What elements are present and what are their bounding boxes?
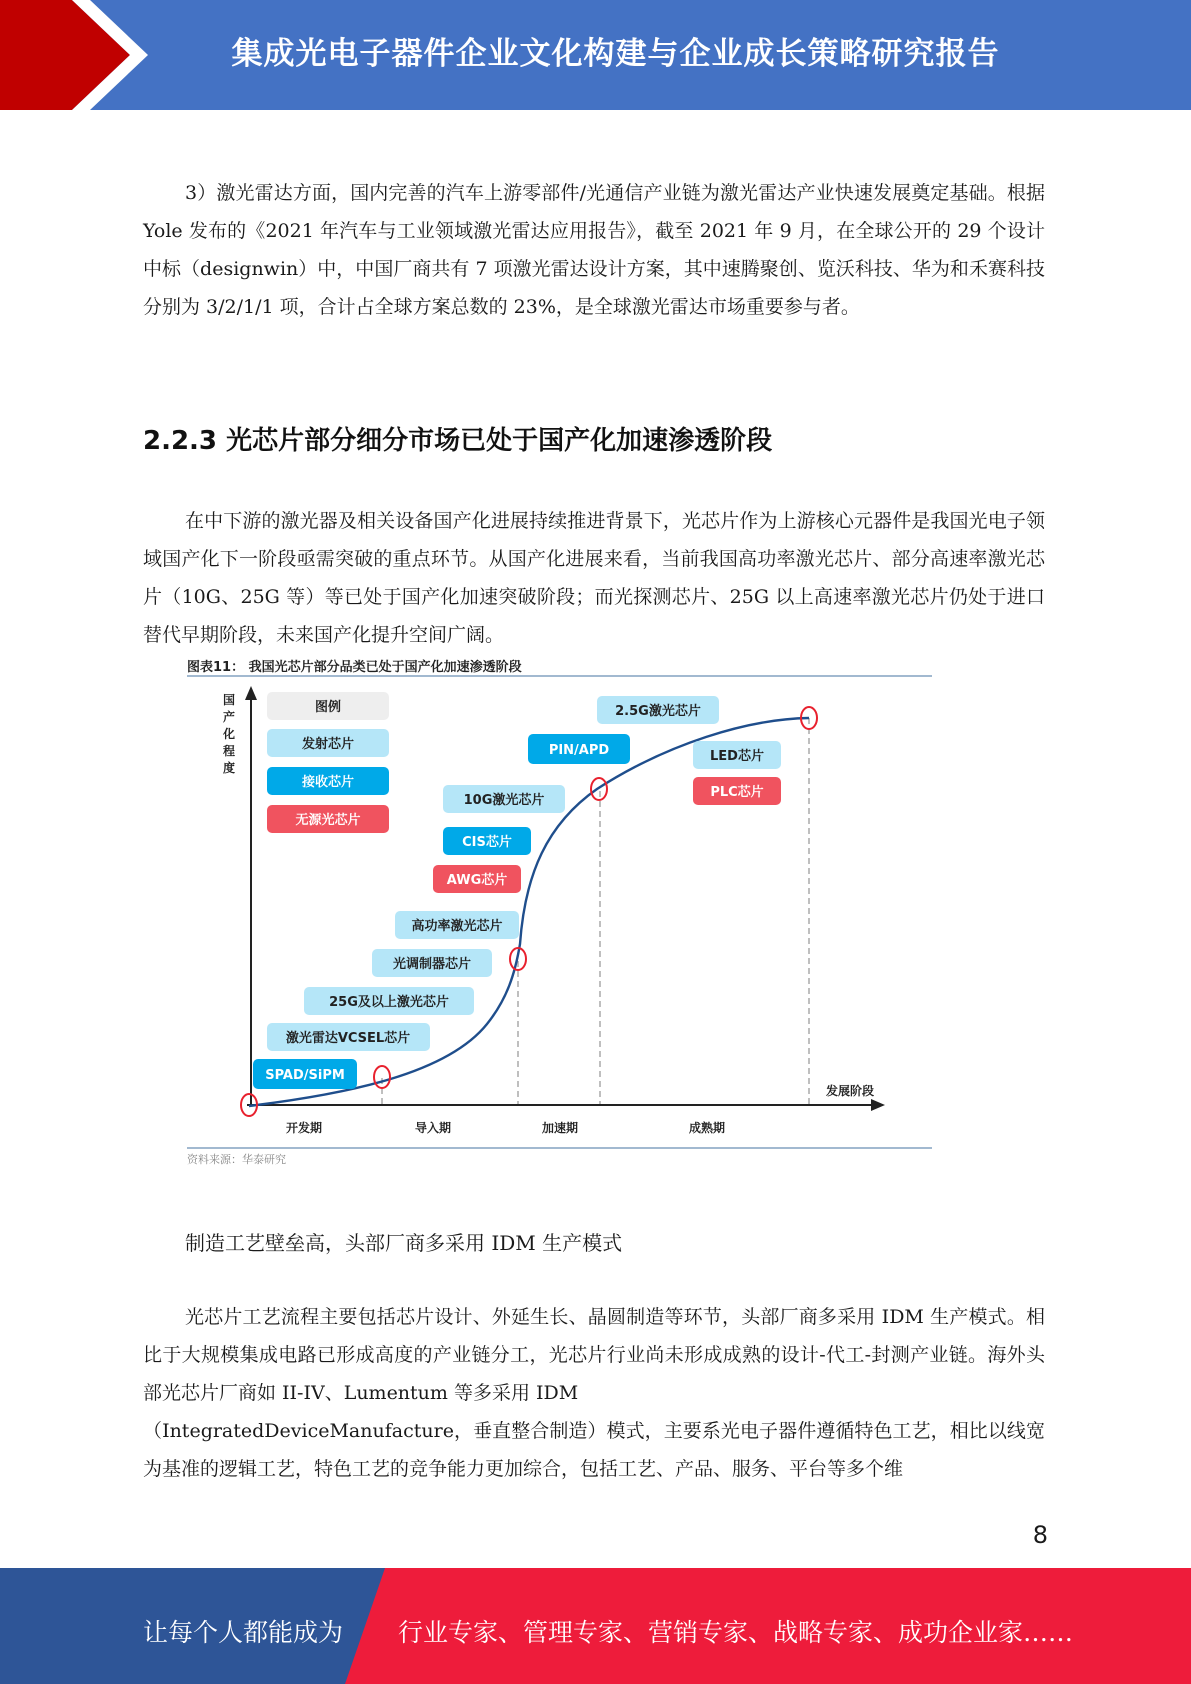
- stage-marker: [374, 1066, 390, 1088]
- chip-high-power-laser: [395, 911, 519, 939]
- figure-source: 资料来源：华泰研究: [187, 1153, 286, 1166]
- chip-cis: [443, 827, 531, 855]
- subsection-title: 制造工艺壁垒高，头部厂商多采用 IDM 生产模式: [185, 1231, 623, 1255]
- legend-chip-legend: [267, 692, 389, 720]
- page-footer: [0, 1568, 1191, 1684]
- y-axis-label-char: 度: [222, 761, 236, 775]
- svg-text:10G激光芯片: 10G激光芯片: [463, 793, 545, 808]
- svg-text:25G及以上激光芯片: 25G及以上激光芯片: [329, 995, 449, 1010]
- chip-10g-laser: [443, 785, 565, 813]
- chip-2-5g-laser: [597, 696, 719, 724]
- localization-stage-diagram: [187, 674, 932, 1149]
- y-axis-label-char: 程: [222, 744, 236, 758]
- svg-text:LED芯片: LED芯片: [710, 749, 764, 764]
- x-axis-label: 发展阶段: [825, 1084, 875, 1098]
- chip-lidar-vcsel: [267, 1023, 430, 1051]
- y-axis-label: [222, 693, 235, 775]
- y-axis-label-char: 国: [222, 693, 236, 707]
- y-axis-label-char: 产: [222, 710, 236, 724]
- chip-pin-apd: [528, 734, 630, 764]
- stage-label: 加速期: [541, 1121, 579, 1135]
- svg-text:发射芯片: 发射芯片: [301, 737, 355, 752]
- page-header: [0, 0, 1191, 110]
- svg-text:接收芯片: 接收芯片: [301, 775, 355, 790]
- paragraph-idm-continued: （IntegratedDeviceManufacture，垂直整合制造）模式，主要系光电子器件遵循特色工艺，相比以线宽为基准的逻辑工艺，特色工艺的竞争能力更加综合，包括工艺、产品、服务、平台等多个维: [143, 1420, 1045, 1480]
- svg-text:CIS芯片: CIS芯片: [462, 835, 512, 850]
- svg-text:PIN/APD: PIN/APD: [548, 743, 610, 758]
- page-number: 8: [1032, 1521, 1048, 1549]
- svg-text:PLC芯片: PLC芯片: [710, 785, 764, 800]
- footer-slogan-right: 行业专家、管理专家、营销专家、战略专家、成功企业家……: [398, 1618, 1074, 1647]
- section-heading: 2.2.3 光芯片部分细分市场已处于国产化加速渗透阶段: [143, 426, 773, 456]
- y-axis-label-char: 化: [222, 727, 236, 741]
- chip-awg: [433, 865, 521, 893]
- svg-text:激光雷达VCSEL芯片: 激光雷达VCSEL芯片: [285, 1031, 411, 1046]
- svg-text:高功率激光芯片: 高功率激光芯片: [411, 919, 503, 934]
- svg-text:无源光芯片: 无源光芯片: [295, 813, 361, 828]
- chip-led: [693, 741, 781, 769]
- svg-text:2.5G激光芯片: 2.5G激光芯片: [615, 704, 701, 719]
- paragraph-optical-chip: 在中下游的激光器及相关设备国产化进展持续推进背景下，光芯片作为上游核心元器件是我国光电子领域国产化下一阶段亟需突破的重点环节。从国产化进展来看，当前我国高功率激光芯片、部分高速率激光芯片（10G、25G 等）等已处于国产化加速突破阶段；而光探测芯片、25G 以上高速率激光芯片仍处于进口替代早期阶段，未来国产化提升空间广阔。: [143, 510, 1045, 646]
- chip-spad-sipm: [253, 1059, 357, 1089]
- figure-title: 图表11： 我国光芯片部分品类已处于国产化加速渗透阶段: [187, 660, 522, 675]
- legend-chip-passive: [267, 805, 389, 833]
- stage-label: 导入期: [414, 1121, 452, 1135]
- stage-label: 开发期: [285, 1121, 323, 1135]
- svg-text:AWG芯片: AWG芯片: [446, 873, 508, 888]
- x-axis-arrow: [871, 1099, 885, 1111]
- stage-label: 成熟期: [688, 1121, 726, 1135]
- svg-text:图例: 图例: [314, 700, 342, 715]
- chip-plc: [693, 777, 781, 805]
- chip-25g-laser: [304, 987, 474, 1015]
- page-title: 集成光电子器件企业文化构建与企业成长策略研究报告: [231, 36, 1000, 72]
- chip-modulator: [372, 949, 492, 977]
- svg-text:光调制器芯片: 光调制器芯片: [392, 957, 472, 972]
- paragraph-lidar: 3）激光雷达方面，国内完善的汽车上游零部件/光通信产业链为激光雷达产业快速发展奠定基础。根据 Yole 发布的《2021 年汽车与工业领域激光雷达应用报告》，截至 2021 年 9 月，在全球公开的 29 个设计中标（designwin）中，中国厂商共有 7 项激光雷达设计方案，其中速腾聚创、览沃科技、华为和禾赛科技分别为 3/2/1/1 项，合计占全球方案总数的 23%，是全球激光雷达市场重要参与者。: [143, 182, 1045, 318]
- footer-slogan-left: 让每个人都能成为: [143, 1618, 344, 1647]
- legend-chip-receive: [267, 767, 389, 795]
- paragraph-idm: 光芯片工艺流程主要包括芯片设计、外延生长、晶圆制造等环节，头部厂商多采用 IDM 生产模式。相比于大规模集成电路已形成高度的产业链分工，光芯片行业尚未形成成熟的设计-代工-封测产业链。海外头部光芯片厂商如 II-IV、Lumentum 等多采用 IDM: [143, 1306, 1045, 1404]
- legend-chip-emit: [267, 729, 389, 757]
- svg-text:SPAD/SiPM: SPAD/SiPM: [265, 1068, 345, 1083]
- y-axis-arrow: [245, 686, 257, 700]
